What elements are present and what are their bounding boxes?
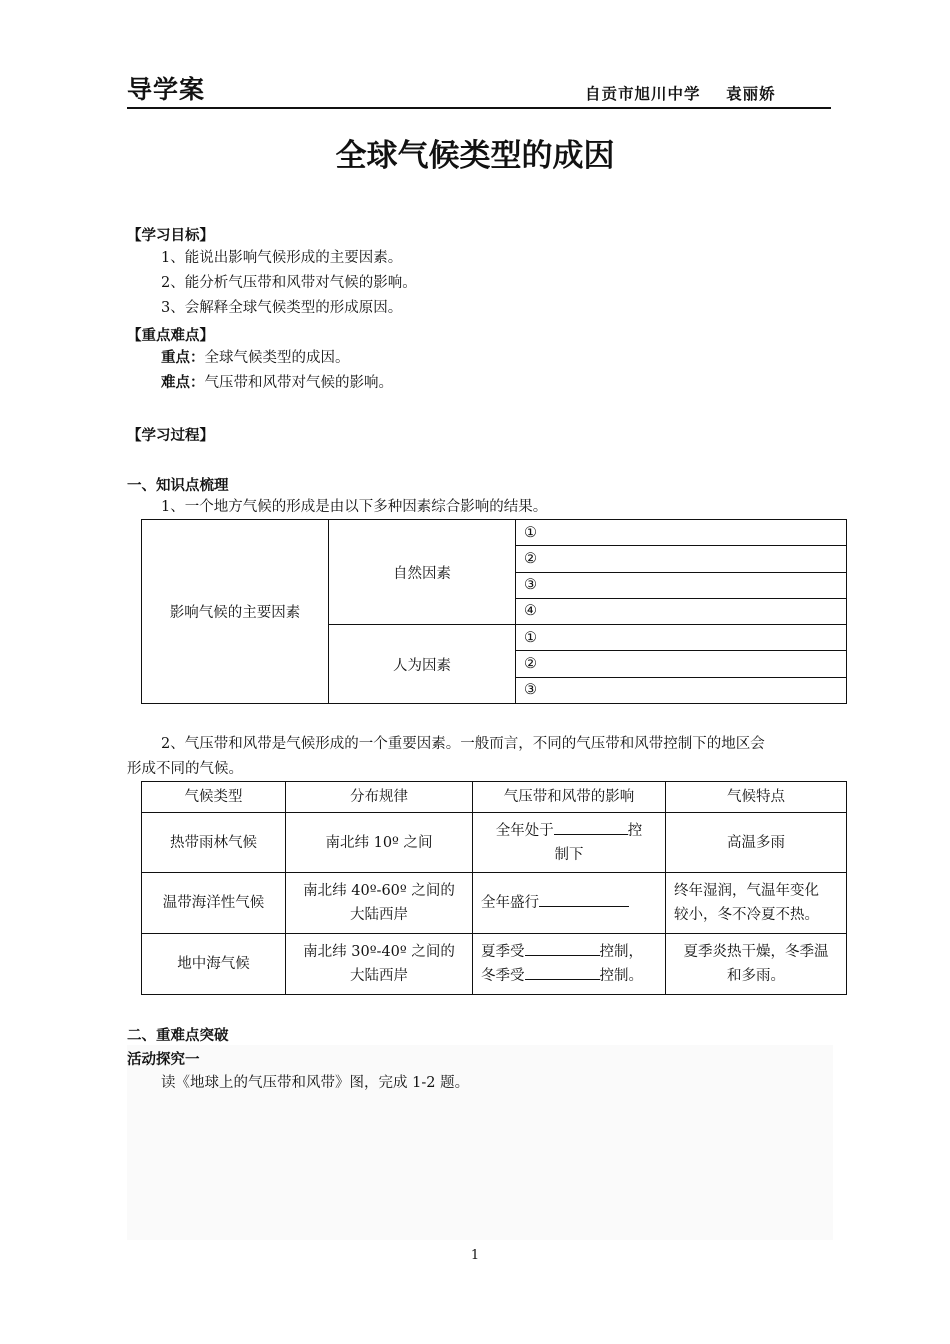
climate-col-header: 气候类型 [142, 782, 286, 813]
effect-text: 夏季受 [481, 944, 525, 960]
climate-type: 地中海气候 [142, 934, 286, 995]
natural-factors-label: 自然因素 [393, 565, 451, 582]
natural-item[interactable]: ④ [516, 598, 847, 624]
distribution-text: 南北纬 40º-60º 之间的 [303, 883, 455, 899]
climate-distribution: 南北纬 10º 之间 [286, 813, 473, 873]
climate-effect [473, 873, 666, 934]
distribution-text: 南北纬 30º-40º 之间的 [303, 944, 455, 960]
page-number: 1 [470, 1248, 480, 1263]
distribution-text: 大陆西岸 [350, 907, 408, 923]
climate-feature [666, 873, 847, 934]
climate-effect [473, 934, 666, 995]
distribution-text: 大陆西岸 [350, 968, 408, 984]
climate-col-header: 气候特点 [666, 782, 847, 813]
human-factors-label: 人为因素 [393, 657, 451, 674]
feature-text: 终年湿润，气温年变化 [674, 883, 819, 899]
factors-table [141, 519, 847, 704]
fill-blank[interactable] [554, 820, 628, 835]
climate-col-header: 分布规律 [286, 782, 473, 813]
header-rule [127, 107, 831, 109]
zhongdian-label: 重点： [161, 350, 205, 366]
table-row [142, 934, 847, 995]
climate-effect [473, 813, 666, 873]
natural-item[interactable]: ② [516, 546, 847, 572]
climate-feature [666, 934, 847, 995]
effect-text: 控制。 [599, 968, 643, 984]
section3-heading: 二、重难点突破 [127, 1028, 229, 1044]
natural-item[interactable]: ① [516, 520, 847, 546]
human-factors-cell [329, 625, 516, 704]
header-left-title: 导学案 [127, 75, 206, 104]
section2-intro-line2: 形成不同的气候。 [127, 761, 243, 777]
feature-text: 夏季炎热干燥，冬季温 [683, 944, 829, 960]
process-heading: 【学习过程】 [127, 428, 214, 444]
section1-heading: 一、知识点梳理 [127, 478, 229, 494]
table-row [142, 813, 847, 873]
factors-main-cell [142, 520, 329, 704]
fill-blank[interactable] [525, 941, 600, 956]
table-row [142, 873, 847, 934]
climate-distribution [286, 934, 473, 995]
human-item[interactable]: ③ [516, 677, 847, 703]
feature-text: 和多雨。 [727, 968, 785, 984]
natural-item[interactable]: ③ [516, 572, 847, 598]
keypoint-nandian [161, 374, 393, 392]
activity-instruction: 读《地球上的气压带和风带》图，完成 1-2 题。 [161, 1075, 470, 1091]
effect-text: 冬季受 [481, 968, 525, 984]
nandian-label: 难点： [161, 375, 205, 391]
feature-text: 较小，冬不冷夏不热。 [674, 907, 819, 923]
page-title: 全球气候类型的成因 [335, 138, 615, 174]
natural-factors-cell [329, 520, 516, 625]
objectives-heading: 【学习目标】 [127, 228, 214, 244]
human-item[interactable]: ② [516, 651, 847, 677]
factors-main-label: 影响气候的主要因素 [169, 605, 301, 621]
climate-type: 温带海洋性气候 [142, 873, 286, 934]
effect-text: 全年盛行 [481, 895, 539, 911]
section2-intro-line1: 2、气压带和风带是气候形成的一个重要因素。一般而言，不同的气压带和风带控制下的地区会 [161, 736, 765, 752]
effect-text: 控制， [599, 944, 643, 960]
activity-heading: 活动探究一 [127, 1052, 200, 1068]
climate-feature: 高温多雨 [666, 813, 847, 873]
climate-table [141, 781, 847, 995]
keypoints-heading: 【重点难点】 [127, 328, 214, 344]
climate-distribution [286, 873, 473, 934]
human-item[interactable]: ① [516, 625, 847, 651]
zhongdian-text: 全球气候类型的成因。 [204, 350, 350, 366]
fill-blank[interactable] [525, 965, 600, 980]
effect-text: 制下 [554, 846, 584, 863]
effect-text: 控 [627, 822, 643, 839]
section1-intro: 1、一个地方气候的形成是由以下多种因素综合影响的结果。 [161, 499, 548, 515]
nandian-text: 气压带和风带对气候的影响。 [204, 375, 393, 391]
climate-col-header: 气压带和风带的影响 [473, 782, 666, 813]
fill-blank[interactable] [539, 892, 629, 907]
keypoint-zhongdian [161, 349, 350, 367]
effect-text: 全年处于 [495, 822, 554, 839]
climate-type: 热带雨林气候 [142, 813, 286, 873]
objective-item: 3、会解释全球气候类型的形成原因。 [161, 300, 403, 316]
objective-item: 1、能说出影响气候形成的主要因素。 [161, 250, 403, 266]
header-school-author: 自贡市旭川中学 袁丽娇 [585, 85, 776, 103]
objective-item: 2、能分析气压带和风带对气候的影响。 [161, 275, 417, 291]
